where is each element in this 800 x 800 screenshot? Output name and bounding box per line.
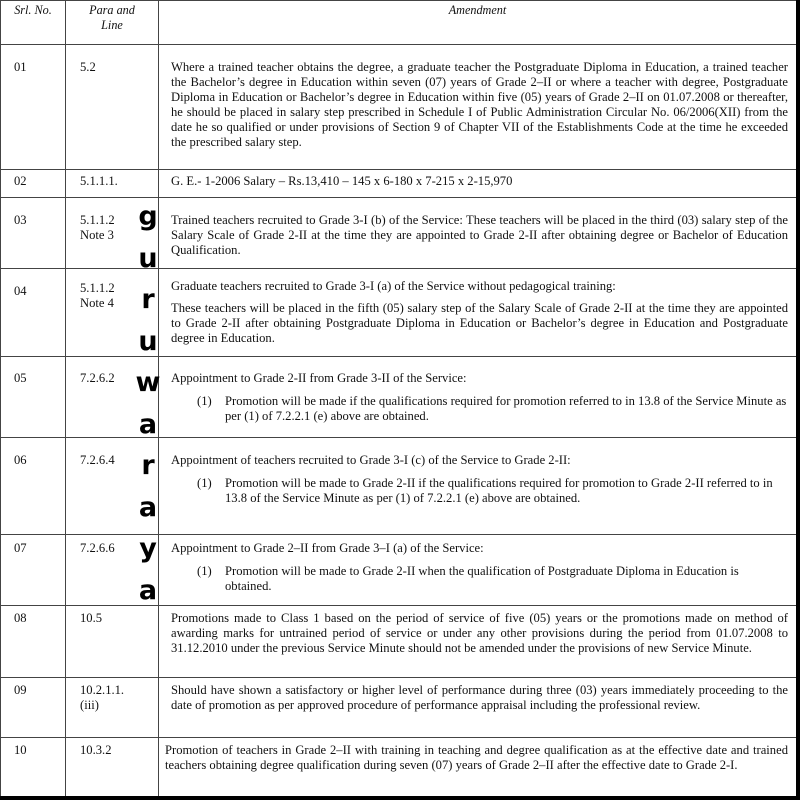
watermark-letter: y xyxy=(139,533,157,564)
row-amendment xyxy=(159,738,797,797)
table-row xyxy=(1,606,797,678)
row-para: 5.1.1.1. xyxy=(66,170,159,198)
row-amendment xyxy=(159,269,797,357)
row-amendment xyxy=(159,357,797,438)
watermark-letter: r xyxy=(141,450,155,481)
table-row xyxy=(1,357,797,438)
row-para: 5.1.1.2 Note 4 xyxy=(66,269,159,357)
header-para-line-2: Line xyxy=(101,18,123,32)
table-row xyxy=(1,170,797,198)
amendment-text: These teachers will be placed in the fifth (05) salary step of the Salary Scale of Grade 2-II at the time they are appointed to Grade 2-II after obtaining Postgraduate Diploma in Education or Bachelor’s degree in Education and Postgraduate degree in Education. xyxy=(171,301,788,345)
amendment-text: Trained teachers recruited to Grade 3-I (b) of the Service: These teachers will be placed in the third (03) salary step of the Salary Scale of Grade 2-II at the time they are appointed to Grade 2-II after obtaining degree or Bachelor of Education Qualification. xyxy=(171,213,788,257)
row-para: 5.1.1.2 Note 3 xyxy=(66,198,159,269)
amendment-text: G. E.- 1-2006 Salary – Rs.13,410 – 145 x 6-180 x 7-215 x 2-15,970 xyxy=(171,174,513,188)
watermark-letter: g xyxy=(138,201,158,232)
table-row xyxy=(1,535,797,606)
row-para: 10.2.1.1. (iii) xyxy=(66,678,159,738)
list-item: (1) Promotion will be made if the qualifications required for promotion referred to in 13.8 of the Service Minute as per (1) of 7.2.2.1 (e) above are obtained. xyxy=(197,394,787,423)
row-para: 10.5 xyxy=(66,606,159,678)
row-para: 7.2.6.4 xyxy=(66,438,159,535)
row-amendment xyxy=(159,535,797,606)
header-amendment: Amendment xyxy=(159,1,797,45)
amendment-text: Should have shown a satisfactory or higher level of performance during three (03) years immediately proceeding to the date of promotion as per approved procedure of performance appraisal including the professional review. xyxy=(171,683,788,712)
watermark-letter: w xyxy=(135,367,161,398)
amendment-text: Where a trained teacher obtains the degree, a graduate teacher the Postgraduate Diploma in Education, a trained teacher the Bachelor’s degree in Education within seven (07) years of Grade 2–II or where a teacher with degree, Postgraduate Diploma in Education or Bachelor’s degree in Education within five (05) years of Grade 2–II on 01.07.2008 or thereafter, he should be placed in salary step prescribed in Schedule I of Public Administration Circular No. 06/2006(XII) from the date he so qualified or under provisions of Section 9 of Chapter VII of the Establishments Code at the time he exceeded the prescribed salary step. xyxy=(171,60,788,149)
table-row xyxy=(1,198,797,269)
row-number: 03 xyxy=(1,198,66,269)
table-row xyxy=(1,438,797,535)
amendment-text: Promotions made to Class 1 based on the period of service of five (05) years or the promotions made on method of awarding marks for untrained period of service or under any other provisions during the period from 01.07.2008 to 31.12.2010 under the previous Service Minute should not be amended under the provisions of new Service Minute. xyxy=(171,611,788,655)
watermark-letter: a xyxy=(138,408,158,440)
row-number: 09 xyxy=(1,678,66,738)
row-para: 5.2 xyxy=(66,45,159,170)
table-row xyxy=(1,45,797,170)
row-amendment xyxy=(159,170,797,198)
header-para-line-1: Para and xyxy=(89,3,135,17)
amendment-list xyxy=(171,476,788,506)
table-row xyxy=(1,678,797,738)
amendment-list xyxy=(171,564,788,594)
table-row xyxy=(1,738,797,797)
row-number: 04 xyxy=(1,269,66,357)
watermark-vertical-text xyxy=(128,196,168,611)
list-item: (1) Promotion will be made to Grade 2-II when the qualification of Postgraduate Diploma in Education is obtained. xyxy=(197,564,739,593)
watermark-letter: u xyxy=(138,325,158,357)
amendment-text: Appointment to Grade 2–II from Grade 3–I (a) of the Service: xyxy=(171,541,484,555)
row-number: 02 xyxy=(1,170,66,198)
amendment-text: Promotion of teachers in Grade 2–II with training in teaching and degree qualification as at the effective date and trained teachers obtaining degree qualification during seven (07) years of Grade 2–II after the effective date to Grade 2-I. xyxy=(165,743,788,772)
row-number: 07 xyxy=(1,535,66,606)
watermark-letter: u xyxy=(138,242,158,274)
row-number: 05 xyxy=(1,357,66,438)
table-row xyxy=(1,269,797,357)
header-srl-no: Srl. No. xyxy=(1,1,66,45)
row-para: 10.3.2 xyxy=(66,738,159,797)
watermark-letter: r xyxy=(141,284,155,315)
table-header-row xyxy=(1,1,797,45)
row-number: 01 xyxy=(1,45,66,170)
list-item: (1) Promotion will be made to Grade 2-II if the qualifications required for promotion to Grade 2-II referred to in 13.8 of the Service Minute as per (1) of 7.2.2.1 (e) above are obtained. xyxy=(197,476,773,505)
amendment-text: Appointment of teachers recruited to Grade 3-I (c) of the Service to Grade 2-II: xyxy=(171,453,571,467)
row-number: 10 xyxy=(1,738,66,797)
watermark-letter: a xyxy=(138,491,158,523)
header-para-line xyxy=(66,1,159,45)
row-para: 7.2.6.6 xyxy=(66,535,159,606)
row-amendment xyxy=(159,198,797,269)
row-number: 06 xyxy=(1,438,66,535)
watermark-letter: a xyxy=(138,574,158,606)
row-amendment xyxy=(159,438,797,535)
row-amendment xyxy=(159,606,797,678)
amendment-text: Appointment to Grade 2-II from Grade 3-II of the Service: xyxy=(171,371,467,385)
row-amendment xyxy=(159,678,797,738)
amendment-list xyxy=(171,394,788,424)
row-number: 08 xyxy=(1,606,66,678)
row-amendment xyxy=(159,45,797,170)
amendment-text: Graduate teachers recruited to Grade 3-I (a) of the Service without pedagogical training: xyxy=(171,279,616,293)
row-para: 7.2.6.2 xyxy=(66,357,159,438)
